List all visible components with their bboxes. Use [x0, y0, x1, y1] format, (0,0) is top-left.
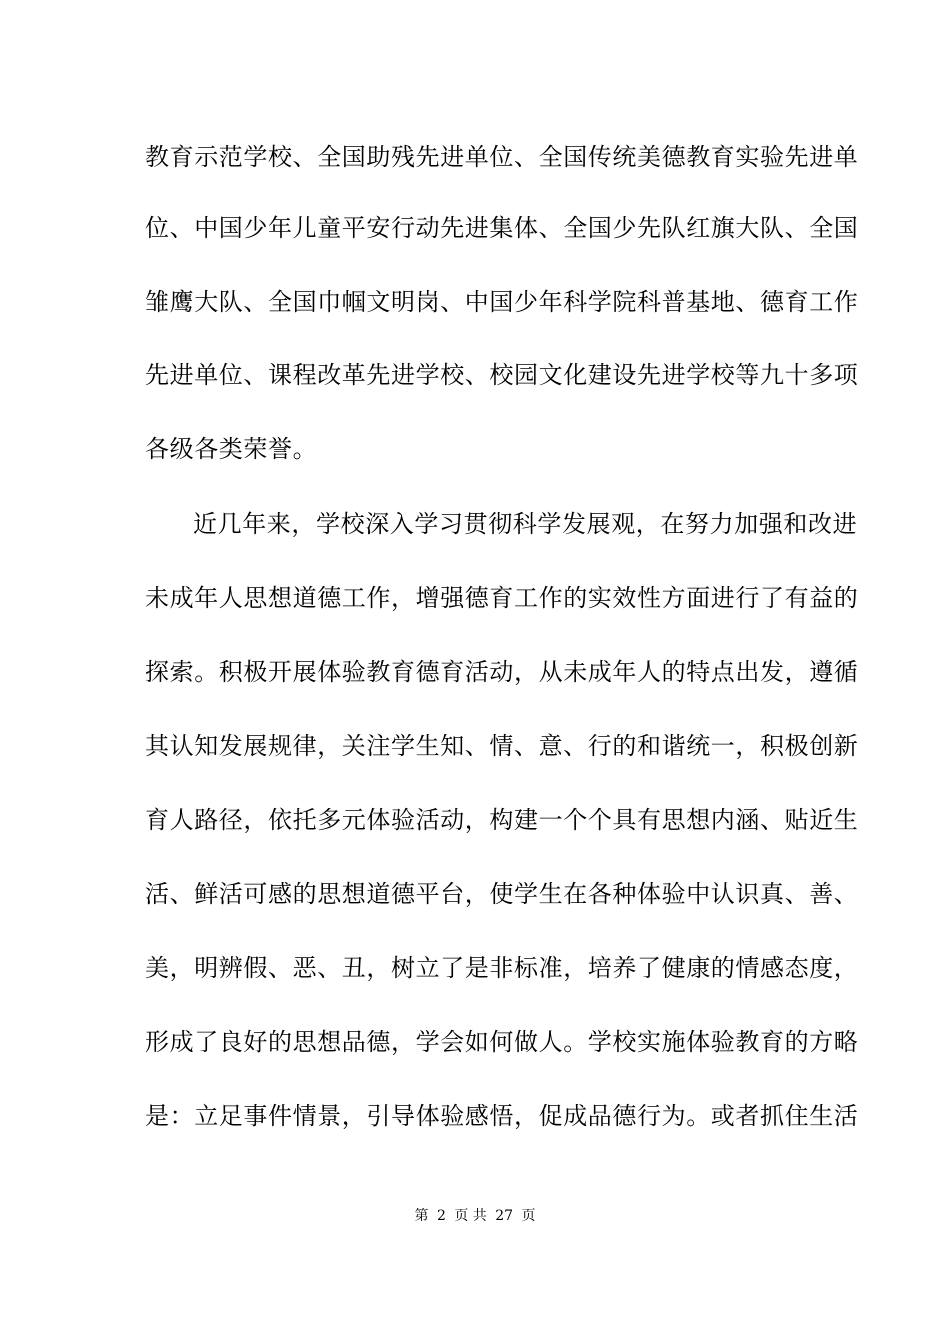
text-line: 活、鲜活可感的思想道德平台，使学生在各种体验中认识真、善、: [145, 880, 859, 908]
text-line: 美，明辨假、恶、丑，树立了是非标准，培养了健康的情感态度，: [145, 954, 859, 982]
text-line: 育人路径，依托多元体验活动，构建一个个具有思想内涵、贴近生: [145, 806, 859, 834]
text-line: 未成年人思想道德工作，增强德育工作的实效性方面进行了有益的: [145, 584, 859, 612]
text-line: 先进单位、课程改革先进学校、校园文化建设先进学校等九十多项: [145, 361, 859, 389]
text-line-indented: 近几年来，学校深入学习贯彻科学发展观，在努力加强和改进: [193, 510, 858, 538]
text-line: 探索。积极开展体验教育德育活动，从未成年人的特点出发，遵循: [145, 658, 859, 686]
footer-middle: 页 共: [454, 1208, 487, 1224]
text-line: 形成了良好的思想品德，学会如何做人。学校实施体验教育的方略: [145, 1028, 859, 1056]
text-line: 是：立足事件情景，引导体验感悟，促成品德行为。或者抓住生活: [145, 1102, 859, 1130]
footer-prefix: 第: [414, 1208, 429, 1224]
text-line: 教育示范学校、全国助残先进单位、全国传统美德教育实验先进单: [145, 143, 859, 171]
footer-current-page: 2: [436, 1208, 446, 1224]
text-line: 各级各类荣誉。: [145, 435, 318, 463]
footer-suffix: 页: [521, 1208, 536, 1224]
text-line: 位、中国少年儿童平安行动先进集体、全国少先队红旗大队、全国: [145, 214, 859, 242]
text-line: 雏鹰大队、全国巾帼文明岗、中国少年科学院科普基地、德育工作: [145, 288, 859, 316]
footer-total-pages: 27: [495, 1208, 514, 1224]
text-line: 其认知发展规律，关注学生知、情、意、行的和谐统一，积极创新: [145, 732, 859, 760]
page-footer: [0, 1206, 950, 1226]
